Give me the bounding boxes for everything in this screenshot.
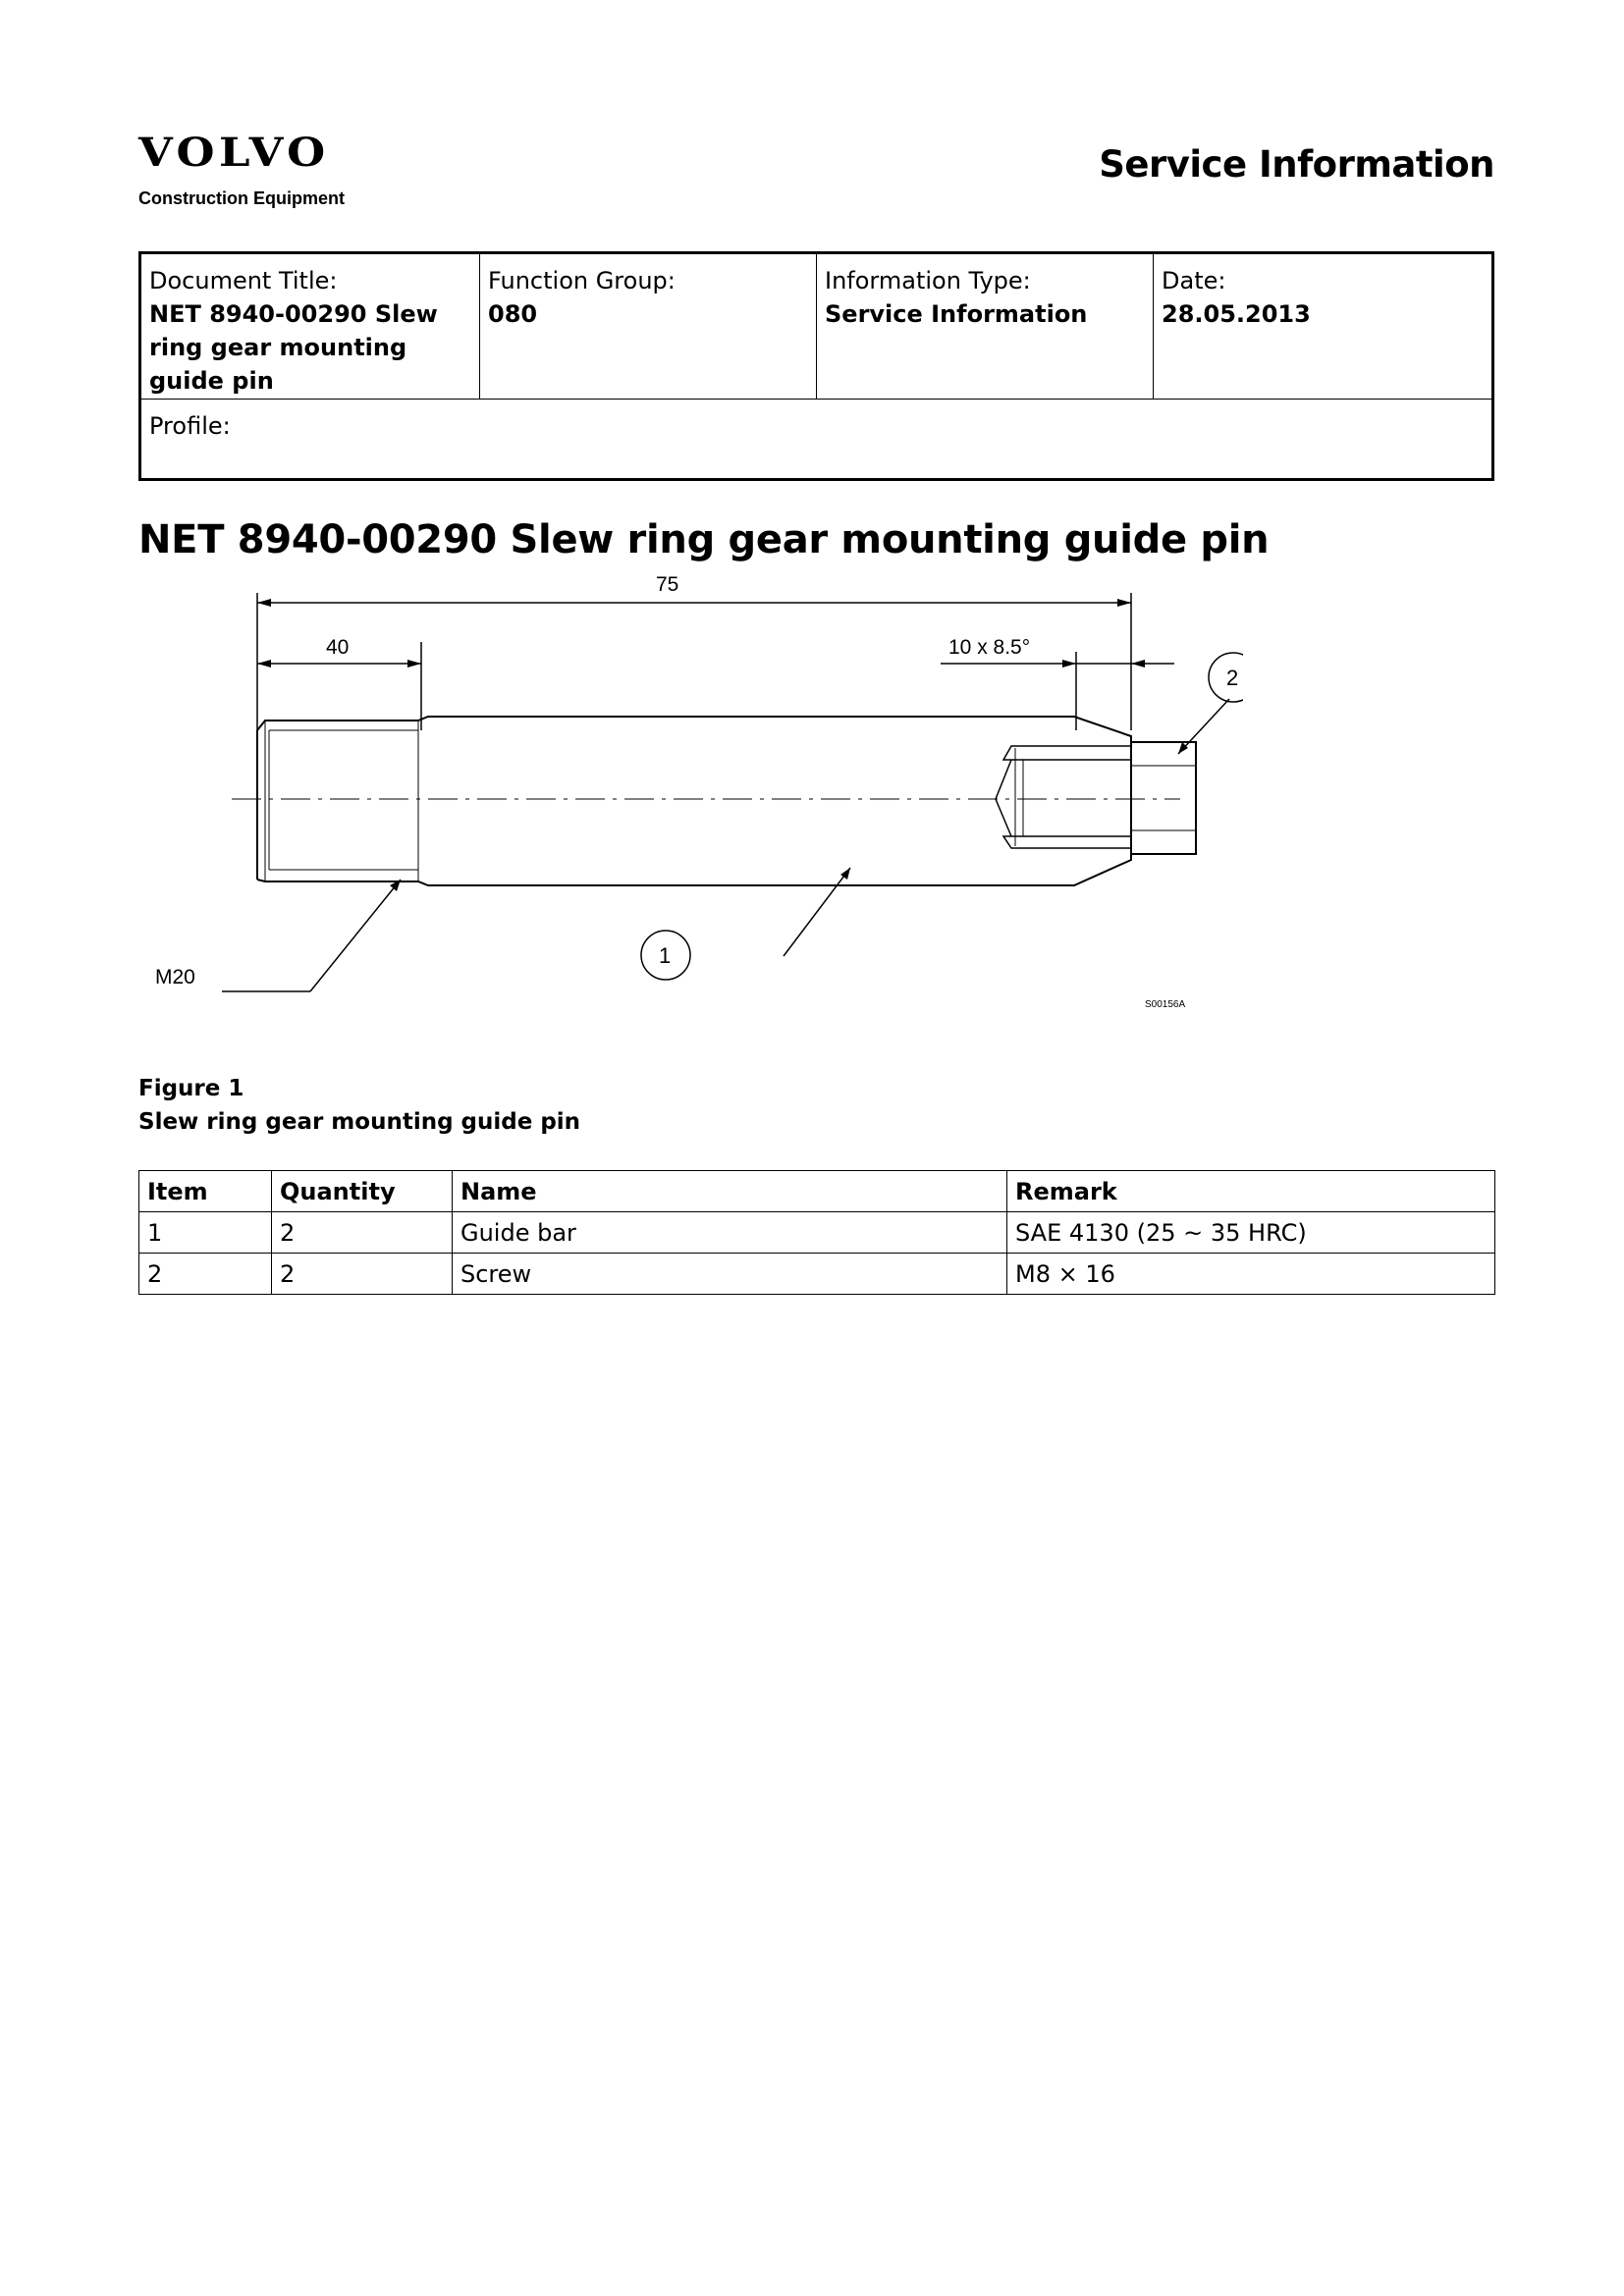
pin-outline <box>232 717 1196 885</box>
table-header-row <box>139 1171 1495 1212</box>
figure-caption <box>138 1072 580 1139</box>
table-row <box>139 1212 1495 1254</box>
callout-1: 1 <box>659 943 672 968</box>
meta-label: Function Group: <box>488 267 676 294</box>
meta-date <box>1154 254 1491 400</box>
thread-size-label: M20 <box>155 966 195 988</box>
dimension-lines <box>257 593 1174 730</box>
meta-value: Service Information <box>825 300 1088 328</box>
figure-title: Slew ring gear mounting guide pin <box>138 1109 581 1135</box>
document-meta-table <box>138 251 1494 481</box>
callout-2: 2 <box>1226 666 1239 690</box>
cell-name: Guide bar <box>453 1212 1007 1254</box>
meta-value: 28.05.2013 <box>1162 300 1311 328</box>
meta-value: 080 <box>488 300 538 328</box>
meta-label: Date: <box>1162 267 1226 294</box>
header-doc-type: Service Information <box>1099 143 1494 186</box>
meta-label: Document Title: <box>149 267 338 294</box>
guide-pin-drawing <box>134 573 1243 1025</box>
column-header-quantity: Quantity <box>272 1171 453 1212</box>
dim-overall-label: 75 <box>656 573 679 596</box>
table-row <box>139 1254 1495 1295</box>
parts-table <box>138 1170 1495 1295</box>
volvo-logo <box>138 130 345 209</box>
meta-label: Profile: <box>149 412 231 440</box>
meta-information-type <box>817 254 1154 400</box>
logo-subtitle: Construction Equipment <box>138 188 345 208</box>
logo-wordmark: VOLVO <box>138 130 330 176</box>
meta-value: NET 8940-00290 Slew ring gear mounting guide pin <box>149 300 438 395</box>
meta-document-title <box>141 254 480 400</box>
meta-function-group <box>480 254 817 400</box>
cell-name: Screw <box>453 1254 1007 1295</box>
cell-quantity: 2 <box>272 1254 453 1295</box>
column-header-item: Item <box>139 1171 272 1212</box>
figure-number: Figure 1 <box>138 1076 244 1101</box>
cell-item: 1 <box>139 1212 272 1254</box>
drawing-code: S00156A <box>1145 999 1186 1010</box>
dim-chamfer-label: 10 x 8.5° <box>948 636 1031 659</box>
leader-lines <box>222 699 1229 991</box>
cell-item: 2 <box>139 1254 272 1295</box>
dim-thread-length-label: 40 <box>326 636 350 659</box>
cell-remark: SAE 4130 (25 ~ 35 HRC) <box>1007 1212 1495 1254</box>
cell-remark: M8 × 16 <box>1007 1254 1495 1295</box>
column-header-remark: Remark <box>1007 1171 1495 1212</box>
meta-label: Information Type: <box>825 267 1031 294</box>
column-header-name: Name <box>453 1171 1007 1212</box>
page-title: NET 8940-00290 Slew ring gear mounting guide pin <box>138 517 1270 562</box>
cell-quantity: 2 <box>272 1212 453 1254</box>
meta-profile <box>141 400 1491 478</box>
